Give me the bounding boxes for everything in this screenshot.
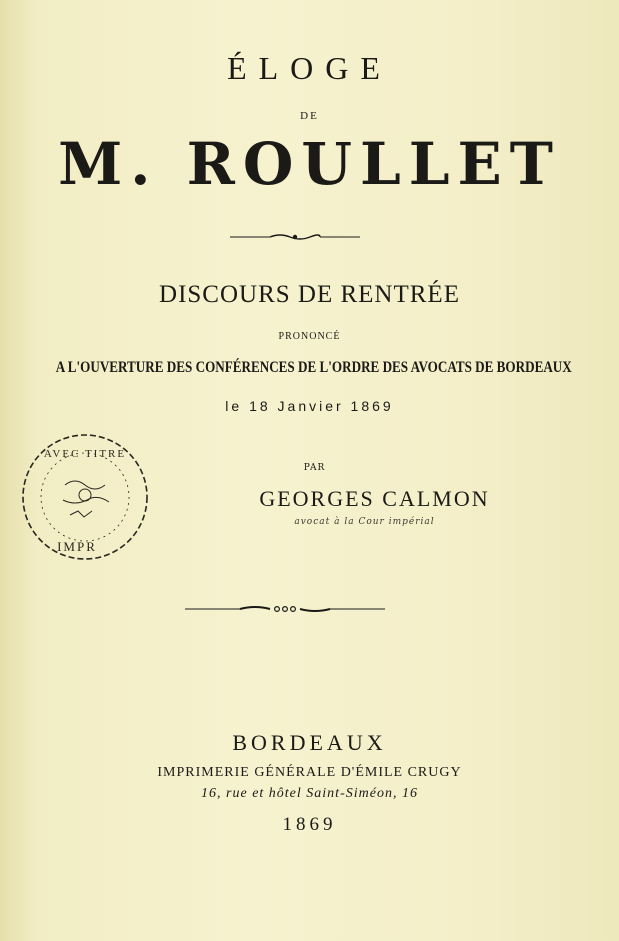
ornament-rule-bottom <box>185 604 385 614</box>
stamp-top-text: AVEC TITRE <box>43 448 127 460</box>
city-line: BORDEAUX <box>232 730 387 755</box>
address-line: 16, rue et hôtel Saint-Siméon, 16 <box>201 786 418 801</box>
author-role: avocat à la Cour impérial <box>294 517 435 527</box>
eloge-heading: ÉLOGE <box>227 50 392 86</box>
year-line: 1869 <box>282 814 337 835</box>
par-label: PAR <box>303 463 326 473</box>
stamp-bottom-text: IMPR <box>57 539 97 554</box>
pronounced-label: PRONONCÉ <box>278 331 341 342</box>
ornament-rule-top <box>230 232 360 242</box>
subject-name: M. ROULLET <box>58 130 561 198</box>
discourse-title: DISCOURS DE RENTRÉE <box>159 281 460 308</box>
printer-line: IMPRIMERIE GÉNÉRALE D'ÉMILE CRUGY <box>157 765 462 780</box>
author-name: GEORGES CALMON <box>259 486 490 511</box>
occasion-line: A L'OUVERTURE DES CONFÉRENCES DE L'ORDRE DES AVOCATS DE BORDEAUX <box>55 359 572 376</box>
date-line: le 18 Janvier 1869 <box>225 398 394 414</box>
de-label: DE <box>300 110 319 122</box>
library-stamp-icon <box>15 425 155 570</box>
